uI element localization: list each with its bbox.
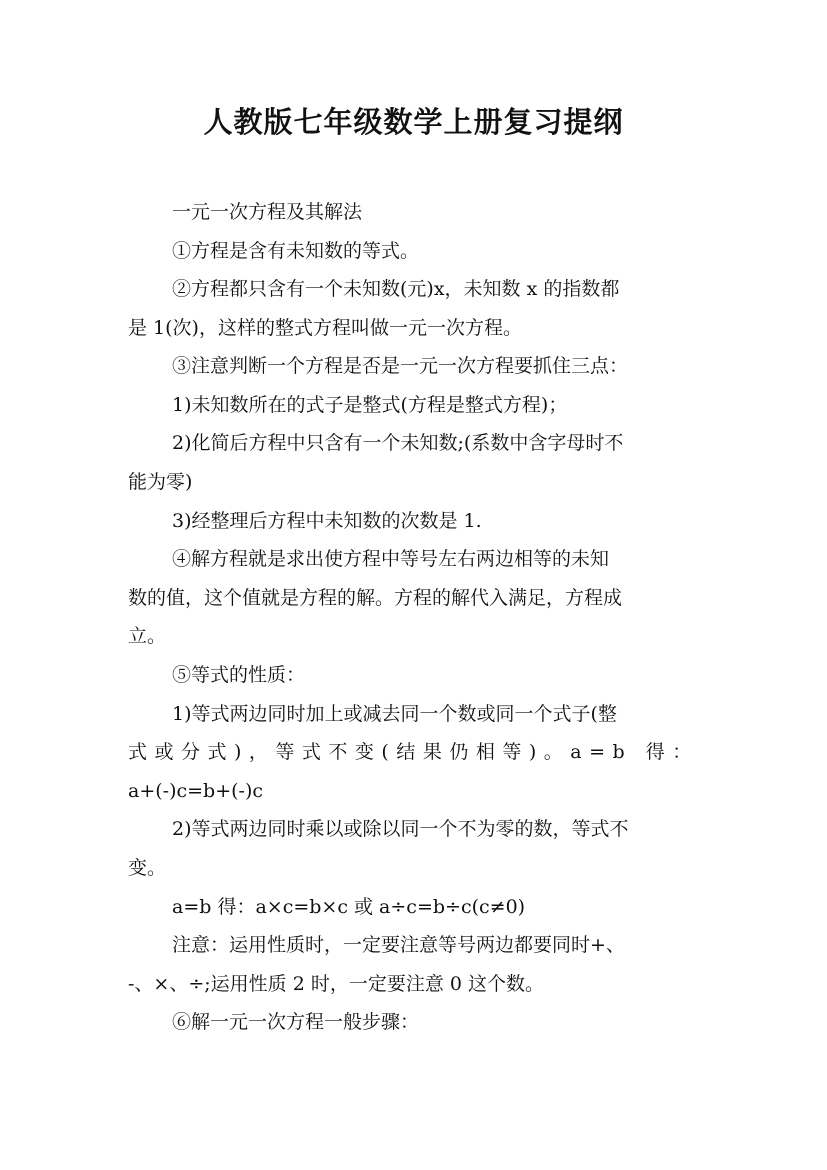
line-text: 式或分式)，等式不变(结果仍相等)。a=b 得：	[128, 741, 699, 763]
line-text: ③注意判断一个方程是否是一元一次方程要抓住三点：	[172, 355, 629, 377]
line-text: 2)化简后方程中只含有一个未知数;(系数中含字母时不	[172, 432, 624, 454]
paragraph-line	[0, 540, 827, 578]
line-text: ⑤等式的性质：	[172, 664, 306, 686]
line-text: 能为零)	[128, 471, 193, 493]
line-text: -、×、÷;运用性质 2 时，一定要注意 0 这个数。	[128, 973, 544, 995]
paragraph-line	[0, 193, 827, 231]
line-text: a+(-)c=b+(-)c	[128, 780, 264, 802]
line-text: 3)经整理后方程中未知数的次数是 1.	[172, 510, 482, 532]
line-text: a=b 得：a×c=b×c 或 a÷c=b÷c(c≠0)	[172, 896, 526, 918]
line-text: 1)未知数所在的式子是整式(方程是整式方程)；	[172, 394, 568, 416]
paragraph-line	[0, 849, 827, 887]
line-text: 变。	[128, 857, 167, 879]
line-text: ④解方程就是求出使方程中等号左右两边相等的未知	[172, 548, 610, 570]
paragraph-line	[0, 232, 827, 270]
paragraph-line	[0, 888, 827, 926]
line-text: ②方程都只含有一个未知数(元)x，未知数 x 的指数都	[172, 278, 620, 300]
paragraph-line	[0, 347, 827, 385]
paragraph-line	[0, 733, 827, 771]
line-text: 数的值，这个值就是方程的解。方程的解代入满足，方程成	[128, 587, 623, 609]
paragraph-line	[0, 579, 827, 617]
line-text: 一元一次方程及其解法	[172, 201, 363, 223]
paragraph-line	[0, 502, 827, 540]
paragraph-line	[0, 463, 827, 501]
paragraph-line	[0, 695, 827, 733]
document-title: 人教版七年级数学上册复习提纲	[203, 105, 624, 139]
line-text: 是 1(次)，这样的整式方程叫做一元一次方程。	[128, 317, 522, 339]
line-text: 注意：运用性质时，一定要注意等号两边都要同时+、	[172, 934, 625, 956]
paragraph-line	[0, 965, 827, 1003]
paragraph-line	[0, 772, 827, 810]
paragraph-line	[0, 309, 827, 347]
line-text: 1)等式两边同时加上或减去同一个数或同一个式子(整	[172, 703, 617, 725]
paragraph-line	[0, 386, 827, 424]
paragraph-line	[0, 656, 827, 694]
line-text: 立。	[128, 625, 167, 647]
line-text: 2)等式两边同时乘以或除以同一个不为零的数，等式不	[172, 818, 629, 840]
line-text: ①方程是含有未知数的等式。	[172, 240, 420, 262]
paragraph-line	[0, 1003, 827, 1041]
paragraph-line	[0, 617, 827, 655]
paragraph-line	[0, 810, 827, 848]
paragraph-line	[0, 926, 827, 964]
paragraph-line	[0, 270, 827, 308]
line-text: ⑥解一元一次方程一般步骤：	[172, 1011, 420, 1033]
paragraph-line	[0, 424, 827, 462]
